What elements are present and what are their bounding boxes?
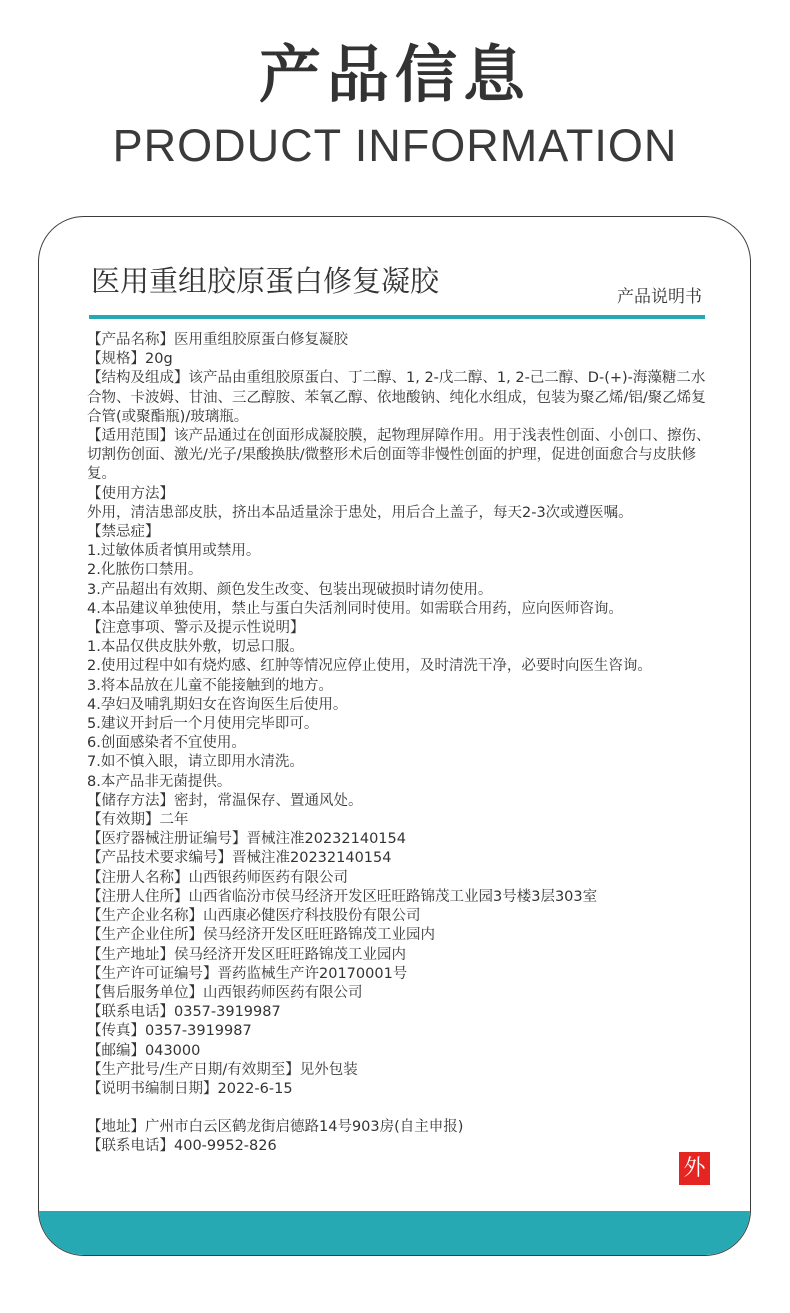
manual-line: 【规格】20g: [87, 351, 173, 368]
manual-line: 【生产地址】侯马经济开发区旺旺路锦茂工业园内: [87, 946, 406, 963]
manual-line: 【适用范围】该产品通过在创面形成凝胶膜，起物理屏障作用。用于浅表性创面、小创口、擦伤、切割伤创面、激光/光子/果酸换肤/微整形术后创面等非慢性创面的护理，促进创面愈合与皮肤修复。: [87, 428, 711, 483]
manual-line: 【生产企业名称】山西康必健医疗科技股份有限公司: [87, 908, 421, 925]
manual-line: 【联系电话】0357-3919987: [87, 1004, 281, 1021]
manual-line: 【结构及组成】该产品由重组胶原蛋白、丁二醇、1, 2-戊二醇、1, 2-己二醇、D-(+)-海藻糖二水合物、卡波姆、甘油、三乙醇胺、苯氧乙醇、依地酸钠、纯化水组成，包装为聚乙烯/铝/聚乙烯复合管(或聚酯瓶)/玻璃瓶。: [87, 370, 706, 425]
manual-line: 3.产品超出有效期、颜色发生改变、包装出现破损时请勿使用。: [87, 581, 493, 598]
page-subtitle: PRODUCT INFORMATION: [112, 120, 678, 171]
product-name: 医用重组胶原蛋白修复凝胶: [91, 264, 440, 298]
manual-line: 8.本产品非无菌提供。: [87, 773, 232, 790]
manual-line: 【说明书编制日期】2022-6-15: [87, 1080, 293, 1097]
manual-line: 【使用方法】: [87, 485, 174, 502]
manual-line: 【注册人住所】山西省临汾市侯马经济开发区旺旺路锦茂工业园3号楼3层303室: [87, 888, 598, 905]
manual-line: 【售后服务单位】山西银药师医药有限公司: [87, 984, 363, 1001]
manual-line: 【产品名称】医用重组胶原蛋白修复凝胶: [87, 332, 348, 348]
manual-line: 4.孕妇及哺乳期妇女在咨询医生后使用。: [87, 696, 348, 713]
manual-line: 2.化脓伤口禁用。: [87, 562, 203, 579]
manual-line: 【传真】0357-3919987: [87, 1023, 252, 1040]
manual-label: 产品说明书: [617, 287, 702, 307]
manual-line: 【邮编】043000: [87, 1042, 201, 1059]
manual-line: 【生产企业住所】侯马经济开发区旺旺路锦茂工业园内: [87, 927, 435, 944]
title-divider: [89, 315, 705, 319]
manual-line: 7.如不慎入眼，请立即用水清洗。: [87, 754, 304, 771]
manual-line: 【储存方法】密封，常温保存、置通风处。: [87, 792, 363, 809]
manual-content: [87, 331, 712, 1157]
page-title: 产品信息: [258, 38, 531, 111]
blank-line: [87, 1099, 712, 1118]
manual-line: 【注意事项、警示及提示性说明】: [87, 620, 305, 637]
manual-line: 外用，清洁患部皮肤，挤出本品适量涂于患处，用后合上盖子，每天2-3次或遵医嘱。: [87, 504, 633, 521]
manual-line: 1.本品仅供皮肤外敷，切忌口服。: [87, 639, 304, 656]
manual-line: 6.创面感染者不宜使用。: [87, 735, 246, 752]
external-use-badge: 外: [679, 1152, 710, 1185]
manual-card: [38, 216, 751, 1256]
manual-line: 【联系电话】400-9952-826: [87, 1138, 277, 1155]
manual-line: 【医疗器械注册证编号】晋械注准20232140154: [87, 831, 406, 848]
manual-line: 【地址】广州市白云区鹤龙街启德路14号903房(自主申报): [87, 1119, 464, 1136]
manual-line: 【生产批号/生产日期/有效期至】见外包装: [87, 1061, 358, 1078]
manual-line: 【注册人名称】山西银药师医药有限公司: [87, 869, 348, 886]
manual-line: 1.过敏体质者慎用或禁用。: [87, 543, 261, 560]
manual-line: 5.建议开封后一个月使用完毕即可。: [87, 716, 319, 733]
manual-line: 【禁忌症】: [87, 524, 160, 541]
manual-line: 2.使用过程中如有烧灼感、红肿等情况应停止使用，及时清洗干净，必要时向医生咨询。: [87, 658, 652, 675]
manual-line: 3.将本品放在儿童不能接触到的地方。: [87, 677, 333, 694]
manual-line: 【产品技术要求编号】晋械注准20232140154: [87, 850, 392, 867]
manual-line: 【有效期】二年: [87, 812, 189, 829]
manual-line: 4.本品建议单独使用，禁止与蛋白失活剂同时使用。如需联合用药，应向医师咨询。: [87, 600, 623, 617]
manual-line: 【生产许可证编号】晋药监械生产许20170001号: [87, 965, 408, 982]
card-footer-band: [39, 1211, 750, 1255]
